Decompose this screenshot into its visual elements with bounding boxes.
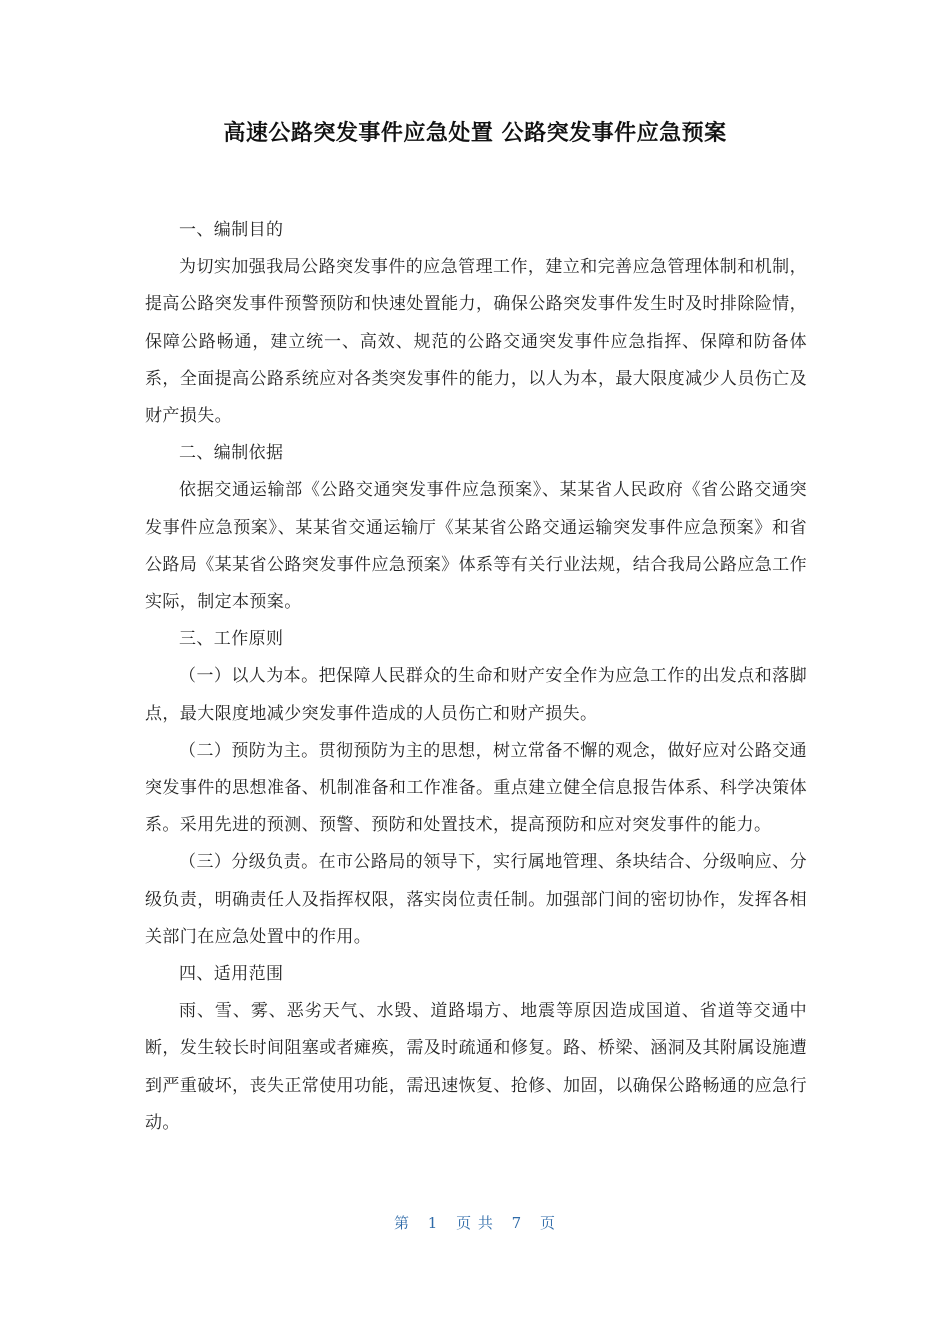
section-heading-purpose: 一、编制目的 — [179, 220, 284, 240]
footer-suffix: 页 — [540, 1214, 557, 1232]
paragraph-basis: 依据交通运输部《公路交通突发事件应急预案》、某某省人民政府《省公路交通突发事件应急预案》、某某省交通运输厅《某某省公路交通运输突发事件应急预案》和省公路局《某某省公路突发事件应急预案》体系等有关行业法规，结合我局公路应急工作实际，制定本预案。 — [145, 480, 807, 613]
footer-prefix: 第 — [393, 1214, 410, 1232]
section-heading-basis: 二、编制依据 — [179, 443, 284, 464]
section-heading-scope: 四、适用范围 — [179, 964, 284, 985]
paragraph-principle-responsibility: （三）分级负责。在市公路局的领导下，实行属地管理、条块结合、分级响应、分级负责，明确责任人及指挥权限，落实岗位责任制。加强部门间的密切协作，发挥各相关部门在应急处置中的作用。 — [145, 852, 807, 947]
footer-current-page: 1 — [427, 1214, 439, 1232]
paragraph-principle-prevention: （二）预防为主。贯彻预防为主的思想，树立常备不懈的观念，做好应对公路交通突发事件的思想准备、机制准备和工作准备。重点建立健全信息报告体系、科学决策体系。采用先进的预测、预警、预防和处置技术，提高预防和应对突发事件的能力。 — [145, 740, 807, 836]
paragraph-purpose: 为切实加强我局公路突发事件的应急管理工作，建立和完善应急管理体制和机制，提高公路突发事件预警预防和快速处置能力，确保公路突发事件发生时及时排除险情，保障公路畅通，建立统一、高效、规范的公路交通突发事件应急指挥、保障和防备体系，全面提高公路系统应对各类突发事件的能力，以人为本，最大限度减少人员伤亡及财产损失。 — [145, 257, 807, 427]
page-footer — [0, 1212, 950, 1233]
paragraph-scope: 雨、雪、雾、恶劣天气、水毁、道路塌方、地震等原因造成国道、省道等交通中断，发生较长时间阻塞或者瘫痪，需及时疏通和修复。路、桥梁、涵洞及其附属设施遭到严重破坏，丧失正常使用功能，需迅速恢复、抢修、加固，以确保公路畅通的应急行动。 — [145, 1001, 807, 1133]
document-body — [145, 212, 807, 1142]
document-title: 高速公路突发事件应急处置 公路突发事件应急预案 — [223, 121, 727, 146]
footer-total-pages: 7 — [511, 1214, 523, 1232]
paragraph-principle-people: （一）以人为本。把保障人民群众的生命和财产安全作为应急工作的出发点和落脚点，最大限度地减少突发事件造成的人员伤亡和财产损失。 — [145, 666, 807, 724]
footer-middle: 页 共 — [456, 1214, 494, 1232]
section-heading-principles: 三、工作原则 — [179, 629, 284, 650]
